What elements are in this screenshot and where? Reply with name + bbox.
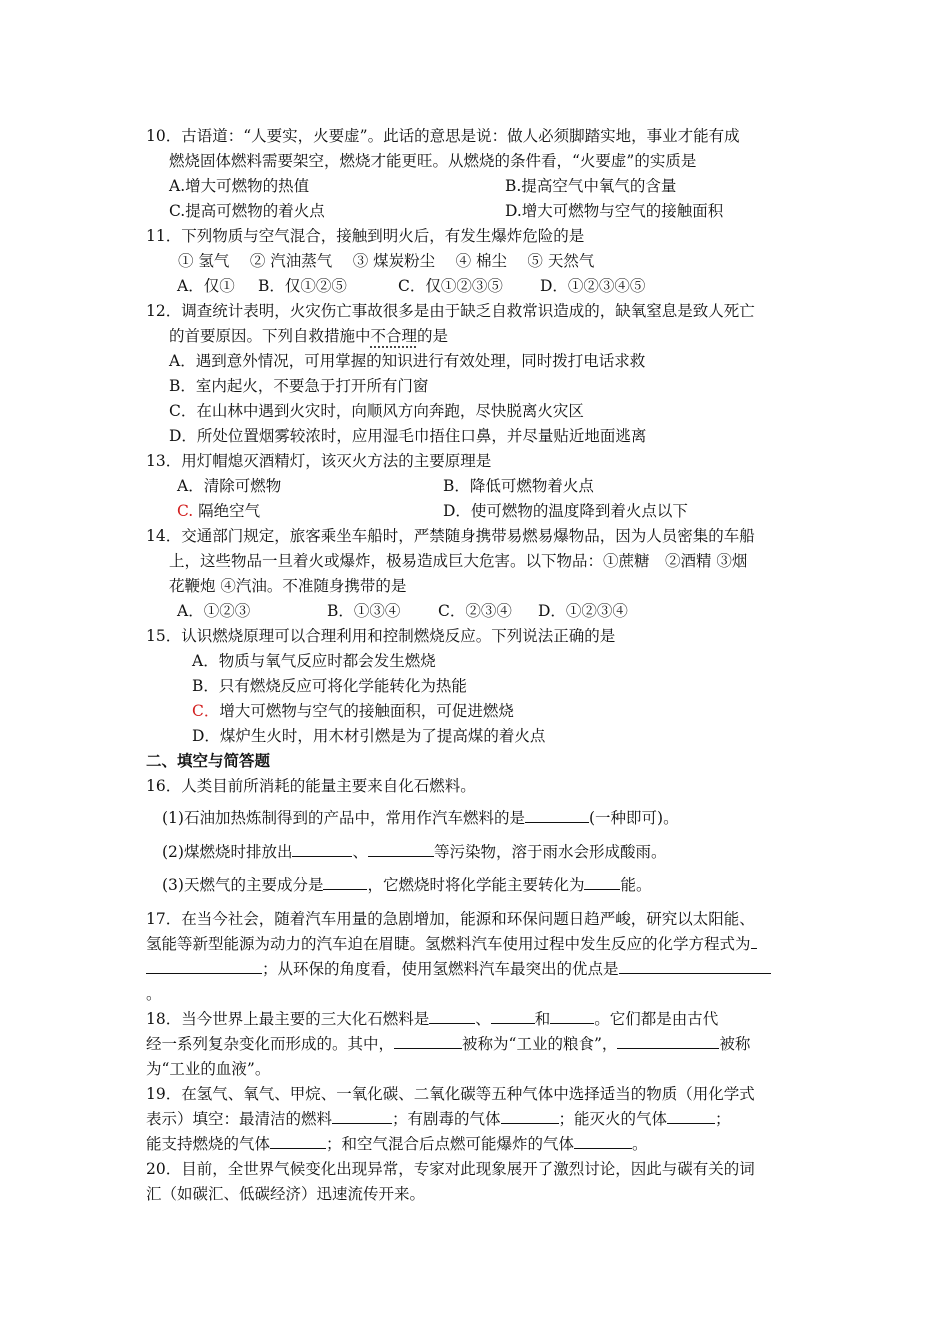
q14-option-a: A．①②③: [177, 602, 251, 620]
section-heading: 二、填空与简答题: [146, 751, 271, 770]
q19-blank-2: [501, 1109, 559, 1124]
q16-blank-1: [525, 808, 589, 823]
q20-stem-line1: 20．目前，全世界气候变化出现异常，专家对此现象展开了激烈讨论，因此与碳有关的词: [146, 1160, 755, 1178]
q14-option-b: B．①③④: [327, 602, 401, 620]
q11-option-b: B．仅①②⑤: [258, 277, 347, 295]
q15-option-c: C．增大可燃物与空气的接触面积，可促进燃烧: [192, 702, 514, 720]
q13-option-c: C. 隔绝空气: [177, 502, 261, 520]
q20-stem-line2: 汇（如碳汇、低碳经济）迅速流传开来。: [146, 1185, 426, 1203]
q14-stem-line2: 上，这些物品一旦着火或爆炸，极易造成巨大危害。以下物品：①蔗糖 ②酒精 ③烟: [169, 552, 748, 570]
q17-blank-2: [619, 959, 771, 974]
q14-stem-line3: 花鞭炮 ④汽油。不准随身携带的是: [169, 577, 407, 595]
q19-stem-line2: 表示）填空：最清洁的燃料 ；有剧毒的气体 ；能灭火的气体 ；: [146, 1110, 731, 1128]
q10-option-a: A.增大可燃物的热值: [169, 177, 310, 195]
q19-stem-line3: 能支持燃烧的气体 ；和空气混合后点燃可能爆炸的气体 。: [146, 1135, 648, 1153]
q15-option-b: B．只有燃烧反应可将化学能转化为热能: [192, 677, 467, 695]
q10-option-b: B.提高空气中氧气的含量: [505, 177, 677, 195]
q17-blank-1: [146, 959, 262, 974]
q11-option-d: D．①②③④⑤: [540, 277, 646, 295]
q12-option-a: A．遇到意外情况，可用掌握的知识进行有效处理，同时拨打电话求救: [169, 352, 646, 370]
q16-blank-3: [368, 842, 434, 857]
q18-stem-line2: 经一系列复杂变化而形成的。其中， 被称为“工业的粮食”， 被称: [146, 1035, 751, 1053]
q16-blank-5: [584, 875, 620, 890]
q19-blank-3: [667, 1109, 715, 1124]
q15-option-a: A．物质与氧气反应时都会发生燃烧: [192, 652, 436, 670]
q12-emphasis: 不合理: [370, 327, 418, 345]
q18-blank-2: [491, 1009, 535, 1024]
q12-stem-line2: 的首要原因。下列自救措施中不合理的是: [169, 327, 449, 345]
q11-stem: 11．下列物质与空气混合，接触到明火后，有发生爆炸危险的是: [146, 227, 585, 245]
q19-blank-5: [574, 1134, 632, 1149]
q15-stem: 15．认识燃烧原理可以合理利用和控制燃烧反应。下列说法正确的是: [146, 627, 616, 645]
q18-stem-line3: 为“工业的血液”。: [146, 1060, 271, 1078]
q11-items: ① 氢气 ② 汽油蒸气 ③ 煤炭粉尘 ④ 棉尘 ⑤ 天然气: [178, 252, 595, 270]
q16-part2: (2)煤燃烧时排放出 、 等污染物，溶于雨水会形成酸雨。: [162, 843, 667, 861]
q13-option-a: A．清除可燃物: [177, 477, 282, 495]
q16-stem: 16．人类目前所消耗的能量主要来自化石燃料。: [146, 777, 476, 795]
q17-blank-start: [751, 934, 757, 949]
q13-stem: 13．用灯帽熄灭酒精灯，该灭火方法的主要原理是: [146, 452, 492, 470]
q17-stem-line4: 。: [146, 985, 162, 1003]
q14-option-c: C．②③④: [438, 602, 512, 620]
q15-option-d: D．煤炉生火时，用木材引燃是为了提高煤的着火点: [192, 727, 546, 745]
q19-stem-line1: 19．在氢气、氧气、甲烷、一氧化碳、二氧化碳等五种气体中选择适当的物质（用化学式: [146, 1085, 755, 1103]
q17-stem-line2: 氢能等新型能源为动力的汽车迫在眉睫。氢燃料汽车使用过程中发生反应的化学方程式为: [146, 933, 757, 955]
q12-stem-line1: 12．调查统计表明，火灾伤亡事故很多是由于缺乏自救常识造成的，缺氧窒息是致人死亡: [146, 302, 755, 320]
q13-option-c-letter: C.: [177, 502, 194, 520]
q13-option-b: B．降低可燃物着火点: [443, 477, 594, 495]
q10-stem-line1: 10．古语道：“人要实，火要虚”。此话的意思是说：做人必须脚踏实地，事业才能有成: [146, 127, 740, 145]
q12-option-c: C．在山林中遇到火灾时，向顺风方向奔跑，尽快脱离火灾区: [169, 402, 584, 420]
q19-blank-4: [270, 1134, 326, 1149]
q12-option-d: D．所处位置烟雾较浓时，应用湿毛巾捂住口鼻，并尽量贴近地面逃离: [169, 427, 647, 445]
q14-option-d: D．①②③④: [538, 602, 628, 620]
q10-option-c: C.提高可燃物的着火点: [169, 202, 325, 220]
q17-stem-line3: ；从环保的角度看，使用氢燃料汽车最突出的优点是: [146, 958, 771, 980]
q19-blank-1: [332, 1109, 392, 1124]
q15-option-c-letter: C．: [192, 702, 220, 720]
q18-blank-5: [617, 1034, 719, 1049]
q17-stem-line1: 17．在当今社会，随着汽车用量的急剧增加，能源和环保问题日趋严峻，研究以太阳能、: [146, 910, 755, 928]
q16-part1: (1)石油加热炼制得到的产品中，常用作汽车燃料的是 (一种即可)。: [162, 809, 679, 827]
q10-stem-line2: 燃烧固体燃料需要架空，燃烧才能更旺。从燃烧的条件看，“火要虚”的实质是: [169, 152, 697, 170]
q13-option-d: D．使可燃物的温度降到着火点以下: [443, 502, 688, 520]
q16-part3: (3)天燃气的主要成分是 ，它燃烧时将化学能主要转化为 能。: [162, 876, 652, 894]
q18-blank-3: [550, 1009, 594, 1024]
q10-option-d: D.增大可燃物与空气的接触面积: [505, 202, 724, 220]
q16-blank-2: [292, 842, 352, 857]
q18-blank-1: [429, 1009, 475, 1024]
q18-stem-line1: 18．当今世界上最主要的三大化石燃料是 、 和 。它们都是由古代: [146, 1010, 719, 1028]
q11-option-a: A．仅①: [177, 277, 235, 295]
q18-blank-4: [394, 1034, 462, 1049]
q11-option-c: C．仅①②③⑤: [398, 277, 503, 295]
q16-blank-4: [323, 875, 367, 890]
q14-stem-line1: 14．交通部门规定，旅客乘坐车船时，严禁随身携带易燃易爆物品，因为人员密集的车船: [146, 527, 755, 545]
q12-option-b: B．室内起火，不要急于打开所有门窗: [169, 377, 429, 395]
